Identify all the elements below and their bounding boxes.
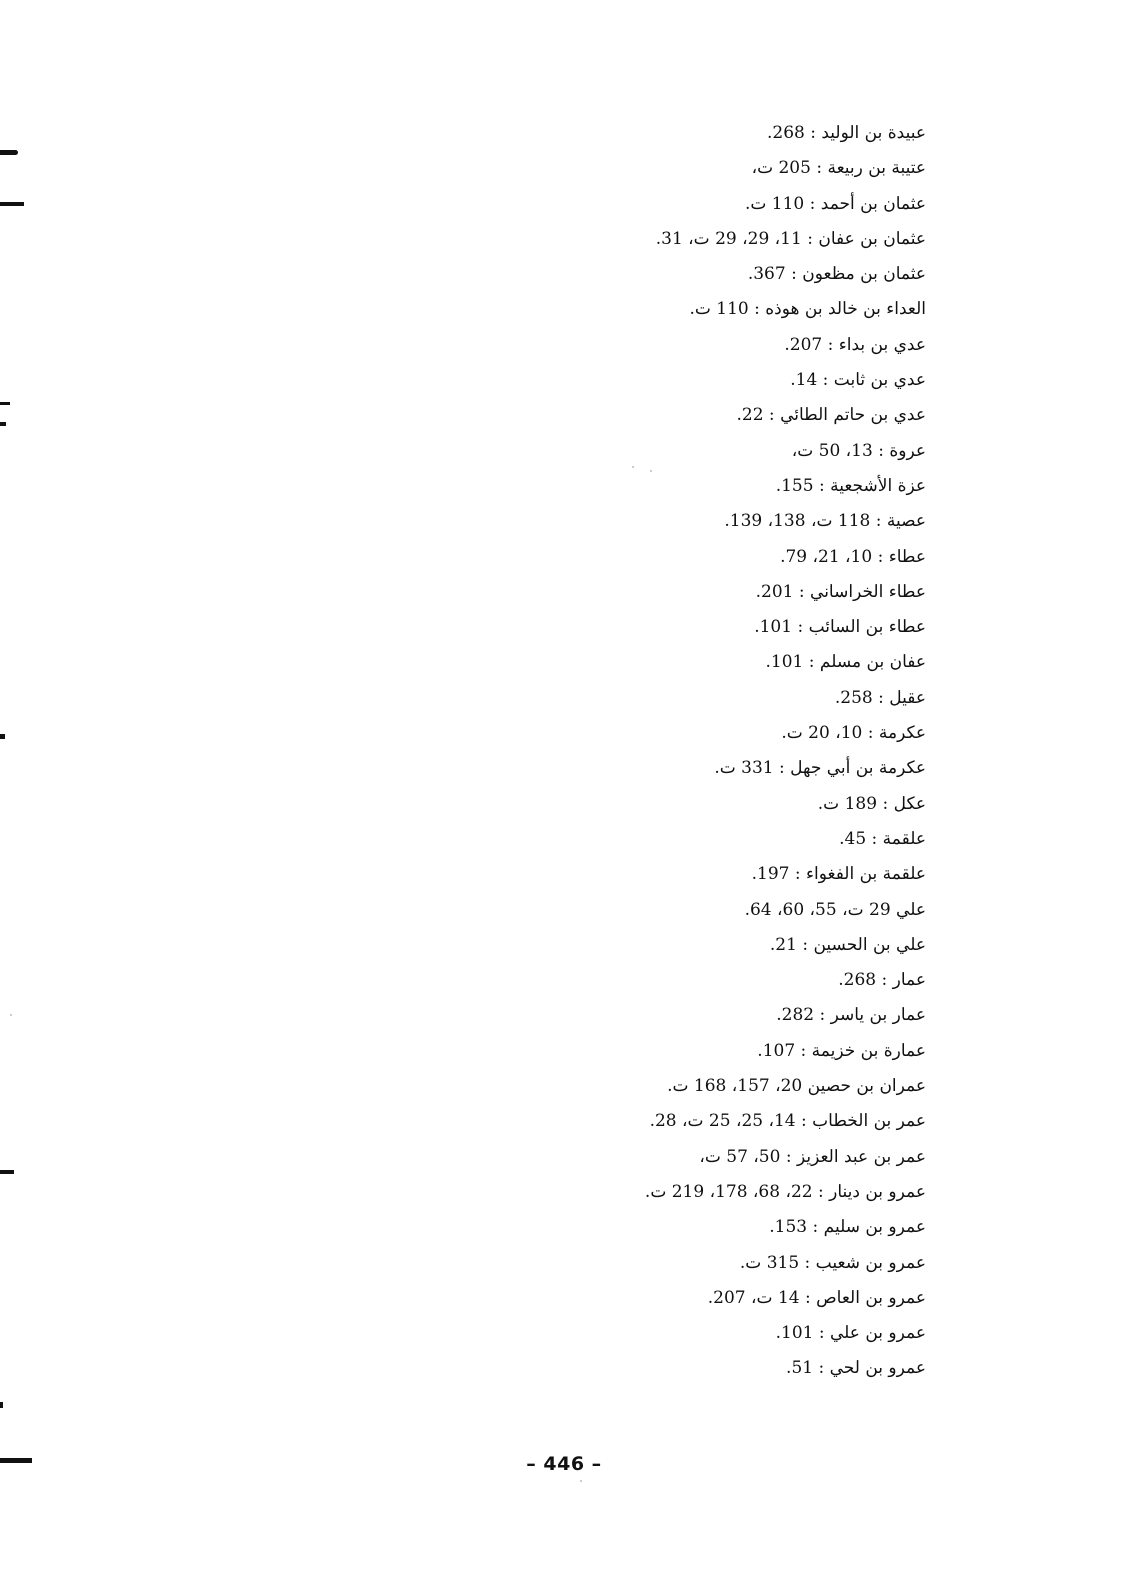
- index-entry: عمرو بن سليم : 153.: [769, 1217, 926, 1238]
- index-entry: عثمان بن مظعون : 367.: [747, 264, 926, 285]
- index-entry: عدي بن حاتم الطائي : 22.: [736, 405, 926, 426]
- index-entry: عمرو بن العاص : 14 ت، 207.: [707, 1287, 926, 1308]
- scan-edge-mark: [0, 202, 24, 206]
- scan-speck: [650, 470, 652, 472]
- scan-edge-mark: [0, 1458, 32, 1463]
- index-entry: عدي بن بداء : 207.: [784, 334, 926, 355]
- index-entry: عكل : 189 ت.: [817, 793, 926, 814]
- index-entry: عدي بن ثابت : 14.: [790, 370, 926, 391]
- index-entry: عمر بن الخطاب : 14، 25، 25 ت، 28.: [649, 1111, 926, 1132]
- name-index-list: [406, 116, 926, 1387]
- index-entry: عتيبة بن ربيعة : 205 ت،: [751, 158, 926, 179]
- index-entry: العداء بن خالد بن هوذه : 110 ت.: [689, 299, 926, 320]
- scan-edge-mark: [0, 734, 5, 739]
- index-entry: عكرمة بن أبي جهل : 331 ت.: [714, 758, 926, 779]
- index-entry: عمران بن حصين 20، 157، 168 ت.: [667, 1076, 926, 1097]
- index-entry: علي بن الحسين : 21.: [769, 934, 926, 955]
- index-entry: عصية : 118 ت، 138، 139.: [724, 511, 926, 532]
- index-entry: عطاء الخراساني : 201.: [755, 581, 926, 602]
- scan-edge-mark: [0, 422, 6, 426]
- scan-edge-mark: [0, 1402, 3, 1408]
- index-entry: علي 29 ت، 55، 60، 64.: [744, 899, 926, 920]
- scan-edge-mark: [0, 402, 10, 405]
- index-entry: عبيدة بن الوليد : 268.: [766, 123, 926, 143]
- index-entry: عزة الأشجعية : 155.: [775, 475, 926, 496]
- index-entry: عطاء : 10، 21، 79.: [780, 546, 926, 567]
- index-entry: علقمة بن الفغواء : 197.: [751, 864, 926, 885]
- index-entry: عمارة بن خزيمة : 107.: [757, 1040, 926, 1061]
- index-entry: عثمان بن أحمد : 110 ت.: [744, 193, 926, 214]
- index-entry: عمر بن عبد العزيز : 50، 57 ت،: [699, 1146, 926, 1167]
- index-entry: عطاء بن السائب : 101.: [754, 617, 926, 638]
- index-entry: عمار بن ياسر : 282.: [776, 1005, 926, 1026]
- index-entry: عثمان بن عفان : 11، 29، 29 ت، 31.: [655, 228, 926, 249]
- index-entry: عمرو بن علي : 101.: [775, 1323, 926, 1344]
- scan-edge-mark: [0, 1170, 14, 1174]
- scan-speck: [10, 1014, 12, 1016]
- index-entry: عمرو بن لحي : 51.: [786, 1358, 926, 1379]
- index-entry: عروة : 13، 50 ت،: [791, 440, 926, 461]
- scan-edge-mark: [0, 150, 18, 155]
- index-entry: عمرو بن دينار : 22، 68، 178، 219 ت.: [644, 1181, 926, 1202]
- page-number: – 446 –: [526, 1453, 602, 1475]
- scan-speck: [632, 466, 634, 468]
- index-entry: عمار : 268.: [838, 970, 926, 991]
- index-entry: عكرمة : 10، 20 ت.: [781, 723, 926, 744]
- index-entry: عقيل : 258.: [834, 687, 926, 708]
- scan-speck: [580, 1480, 582, 1482]
- index-entry: عفان بن مسلم : 101.: [765, 652, 926, 673]
- index-entry: علقمة : 45.: [839, 828, 926, 849]
- index-entry: عمرو بن شعيب : 315 ت.: [739, 1252, 926, 1273]
